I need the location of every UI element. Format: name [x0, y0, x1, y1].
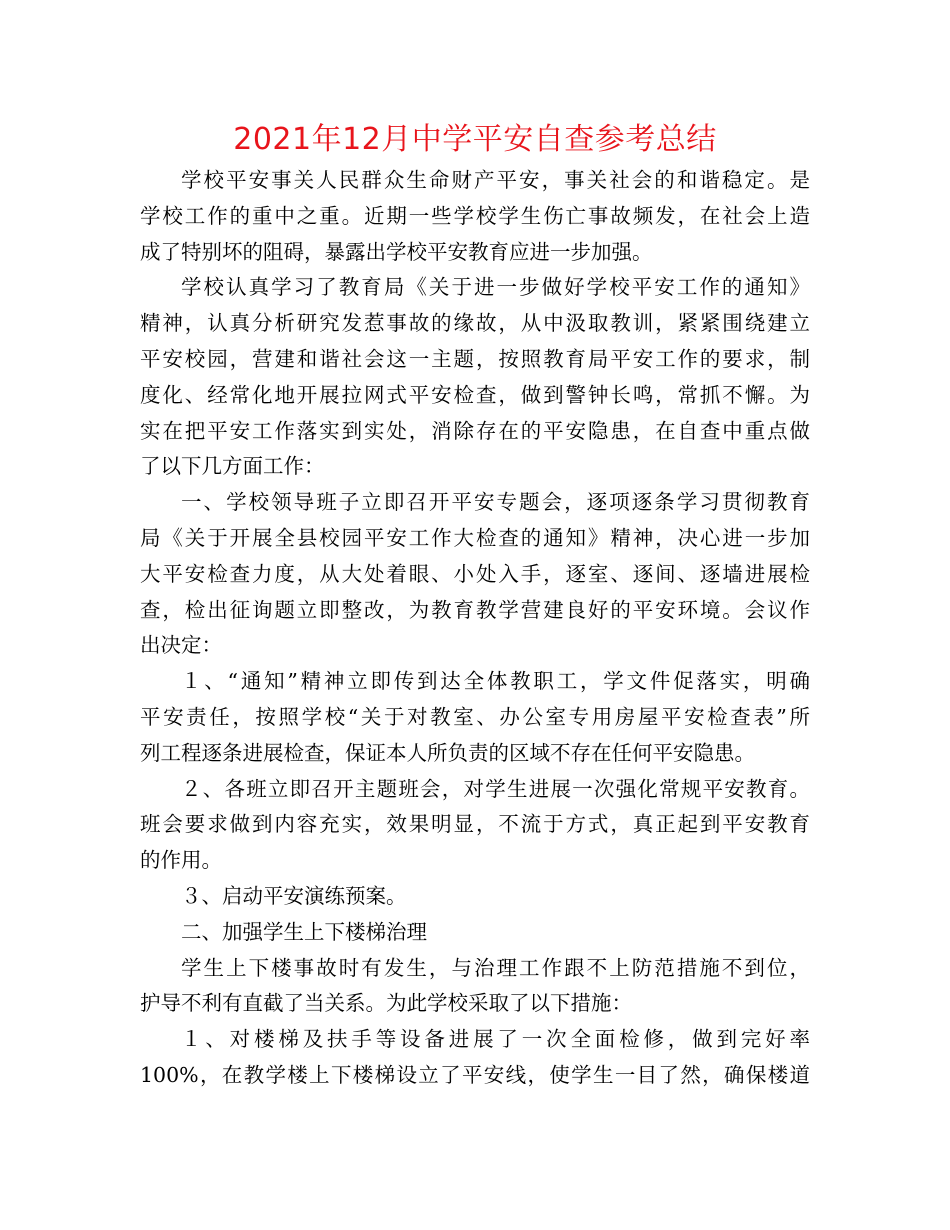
paragraph-line: 列工程逐条进展检查，保证本人所负责的区域不存在任何平安隐患。: [140, 740, 755, 765]
paragraph-line: 班会要求做到内容充实，效果明显，不流于方式，真正起到平安教育: [140, 812, 810, 837]
paragraph-line: 学校工作的重中之重。近期一些学校学生伤亡事故频发，在社会上造: [140, 203, 810, 228]
paragraph-line: 成了特别坏的阻碍，暴露出学校平安教育应进一步加强。: [140, 239, 653, 264]
paragraph-line: 度化、经常化地开展拉网式平安检查，做到警钟长鸣，常抓不懈。为: [140, 382, 810, 407]
paragraph-line: 学生上下楼事故时有发生，与治理工作跟不上防范措施不到位，: [181, 955, 810, 980]
paragraph-line: 学校认真学习了教育局《关于进一步做好学校平安工作的通知》: [181, 275, 810, 300]
paragraph-line: 100%，在教学楼上下楼梯设立了平安线，使学生一目了然，确保楼道: [140, 1062, 810, 1087]
paragraph-line: ３、启动平安演练预案。: [181, 883, 407, 908]
paragraph-line: 局《关于开展全县校园平安工作大检查的通知》精神，决心进一步加: [140, 525, 810, 550]
paragraph-line: 一、学校领导班子立即召开平安专题会，逐项逐条学习贯彻教育: [181, 490, 810, 515]
paragraph-line: 查，检出征询题立即整改，为教育教学营建良好的平安环境。会议作: [140, 597, 810, 622]
paragraph-line: 实在把平安工作落实到实处，消除存在的平安隐患，在自查中重点做: [140, 418, 810, 443]
document-title: 2021年12月中学平安自查参考总结: [233, 122, 717, 157]
paragraph-line: 平安校园，营建和谐社会这一主题，按照教育局平安工作的要求，制: [140, 346, 810, 371]
paragraph-line: 平安责任，按照学校“关于对教室、办公室专用房屋平安检查表”所: [140, 704, 810, 729]
document-body: [140, 163, 810, 1094]
paragraph-line: １、对楼梯及扶手等设备进展了一次全面检修，做到完好率: [181, 1027, 810, 1052]
paragraph-line: 护导不利有直截了当关系。为此学校采取了以下措施：: [140, 991, 632, 1016]
section-heading: 二、加强学生上下楼梯治理: [181, 919, 427, 944]
paragraph-line: １、“通知”精神立即传到达全体教职工，学文件促落实，明确: [181, 669, 810, 694]
paragraph-line: 了以下几方面工作：: [140, 454, 325, 479]
paragraph-line: 精神，认真分析研究发惹事故的缘故，从中汲取教训，紧紧围绕建立: [140, 311, 810, 336]
paragraph-line: 学校平安事关人民群众生命财产平安，事关社会的和谐稳定。是: [181, 168, 810, 192]
paragraph-line: ２、各班立即召开主题班会，对学生进展一次强化常规平安教育。: [181, 776, 810, 801]
paragraph-line: 出决定：: [140, 633, 222, 658]
paragraph-line: 的作用。: [140, 848, 222, 873]
paragraph-line: 大平安检查力度，从大处着眼、小处入手，逐室、逐间、逐墙进展检: [140, 561, 810, 586]
